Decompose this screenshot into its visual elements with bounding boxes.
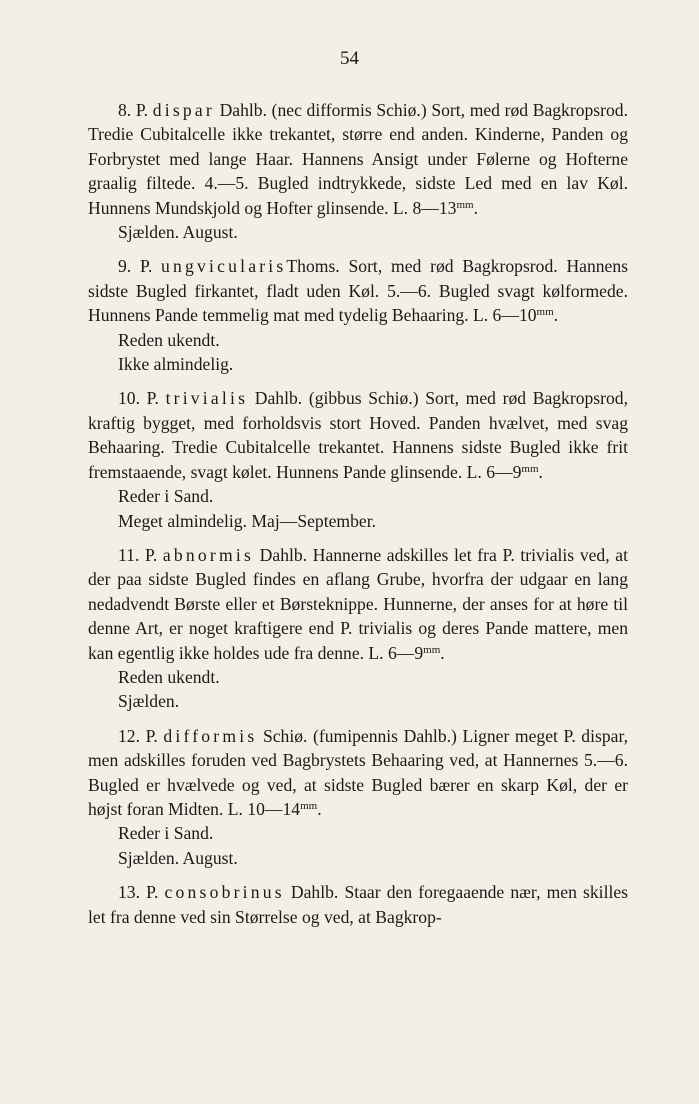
entry-number: 8. P. <box>118 100 149 120</box>
unit: mm <box>423 643 441 656</box>
species-entry-10 <box>88 386 628 532</box>
species-name: consobrinus <box>164 882 285 903</box>
species-entry-13 <box>88 880 628 929</box>
species-name: trivialis <box>165 388 249 409</box>
entry-end: . <box>553 305 559 326</box>
species-entry-8 <box>88 98 628 244</box>
entry-text: Dahlb. (nec difformis Schiø.) Sort, med rød Bagkropsrod. Tredie Cubitalcelle ikke trekantet, større end anden. Kinderne, Panden og Forbrystet med lange Haar. Hannens Ansigt under Følerne og Hofterne graalig filtede. 4.—5. Bugled indtrykkede, sidste Led med en lav Køl. Hunnens Mundskjold og Hofter glinsende. L. 8—13 <box>88 100 629 218</box>
nest-note: Reder i Sand. <box>118 823 214 844</box>
species-description <box>88 98 628 220</box>
entry-number: 11. P. <box>118 544 158 565</box>
species-text <box>88 98 628 939</box>
unit: mm <box>300 799 318 812</box>
species-description <box>88 543 628 665</box>
entry-text: Dahlb. (gibbus Schiø.) Sort, med rød Bagkropsrod, kraftig bygget, med forholdsvis stort Hoved. Panden hvælvet, med svag Behaaring. Tredie Cubitalcelle trekantet. Hannens sidste Bugled ikke frit fremstaaende, svagt kølet. Hunnens Pande glinsende. L. 6—9 <box>88 388 629 482</box>
species-name: abnormis <box>162 544 255 565</box>
entry-number: 12. P. <box>118 725 158 746</box>
species-description <box>88 880 628 929</box>
entry-text: Thoms. Sort, med rød Bagkropsrod. Hannens sidste Bugled firkantet, fladt uden Køl. 5.—6. Bugled svagt kølformede. Hunnens Pande temmelig mat med tydelig Behaaring. L. 6—10 <box>88 256 629 326</box>
entry-end: . <box>473 197 478 218</box>
entry-number: 9. P. <box>118 256 153 277</box>
nest-note: Reden ukendt. <box>118 329 220 350</box>
species-entry-12 <box>88 724 628 870</box>
entry-number: 10. P. <box>118 388 159 409</box>
species-name: dispar <box>152 100 215 120</box>
unit: mm <box>456 198 474 211</box>
species-entry-11 <box>88 543 628 714</box>
frequency-note: Meget almindelig. Maj—September. <box>118 510 376 531</box>
frequency-note: Sjælden. <box>118 691 180 712</box>
unit: mm <box>536 306 554 319</box>
species-entry-9 <box>88 254 628 376</box>
entry-text: Dahlb. Staar den foregaaende nær, men skilles let fra denne ved sin Størrelse og ved, at Bagkrop- <box>88 882 629 927</box>
entry-end: . <box>538 461 543 482</box>
species-description <box>88 386 628 484</box>
entry-text: Dahlb. Hannerne adskilles let fra P. trivialis ved, at der paa sidste Bugled findes en aflang Grube, hvorfra der udgaar en lang nedadvendt Børste eller et Børsteknippe. Hunnerne, der anses for at høre til denne Art, er noget kraftigere end P. trivialis og deres Pande mattere, men kan egentlig ikke holdes ude fra denne. L. 6—9 <box>88 544 628 663</box>
species-description <box>88 254 628 327</box>
frequency-note: Sjælden. August. <box>118 847 238 868</box>
page-number: 54 <box>340 48 359 69</box>
nest-note: Reder i Sand. <box>118 486 214 507</box>
habitat-note: Sjælden. August. <box>118 222 238 243</box>
species-name: difformis <box>163 725 258 746</box>
entry-number: 13. P. <box>118 882 159 903</box>
nest-note: Reden ukendt. <box>118 666 220 687</box>
entry-end: . <box>440 642 445 663</box>
entry-end: . <box>317 798 322 819</box>
entry-text: Schiø. (fumipennis Dahlb.) Ligner meget P. dispar, men adskilles foruden ved Bagbrystets Behaaring ved, at Hannernes 5.—6. Bugled er hvælvede og ved, at sidste Bugled bærer en skarp Køl, der er højst foran Midten. L. 10—14 <box>88 725 628 819</box>
frequency-note: Ikke almindelig. <box>118 354 234 375</box>
species-description <box>88 724 628 822</box>
species-name: ungvicularis <box>161 256 287 277</box>
unit: mm <box>521 462 539 475</box>
